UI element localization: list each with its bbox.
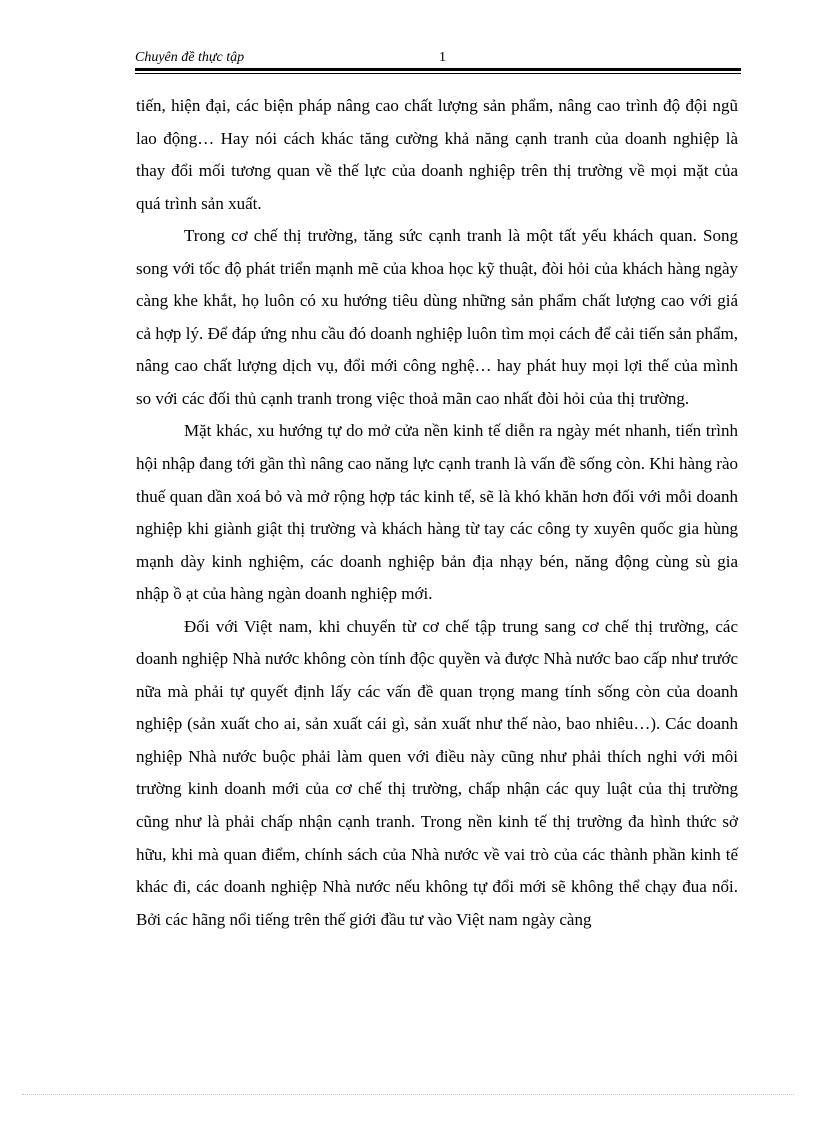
header-rule-thick (135, 68, 741, 71)
header-title: Chuyên đề thực tập (135, 50, 245, 65)
document-body (136, 90, 738, 936)
paragraph-4: Đối với Việt nam, khi chuyển từ cơ chế tập trung sang cơ chế thị trường, các doanh nghiệp Nhà nước không còn tính độc quyền và được Nhà nước bao cấp như trước nữa mà phải tự quyết định lấy các vấn đề quan trọng mang tính sống còn của doanh nghiệp (sản xuất cho ai, sản xuất cái gì, sản xuất như thế nào, bao nhiêu…). Các doanh nghiệp Nhà nước buộc phải làm quen với điều này cũng như phải thích nghi với môi trường kinh doanh mới của cơ chế thị trường, chấp nhận các quy luật của thị trường cũng như là phải chấp nhận cạnh tranh. Trong nền kinh tế thị trường đa hình thức sở hữu, khi mà quan điểm, chính sách của Nhà nước về vai trò của các thành phần kinh tế khác đi, các doanh nghiệp Nhà nước nếu không tự đổi mới sẽ không thể chạy đua nổi. Bởi các hãng nổi tiếng trên thế giới đầu tư vào Việt nam ngày càng (136, 616, 738, 929)
paragraph-2: Trong cơ chế thị trường, tăng sức cạnh tranh là một tất yếu khách quan. Song song với tốc độ phát triển mạnh mẽ của khoa học kỹ thuật, đòi hỏi của khách hàng ngày càng khe khắt, họ luôn có xu hướng tiêu dùng những sản phẩm chất lượng cao với giá cả hợp lý. Để đáp ứng nhu cầu đó doanh nghiệp luôn tìm mọi cách để cải tiến sản phẩm, nâng cao chất lượng dịch vụ, đổi mới công nghệ… hay phát huy mọi lợi thế của mình so với các đối thủ cạnh tranh trong việc thoả mãn cao nhất đòi hỏi của thị trường. (136, 226, 738, 408)
page-number: 1 (439, 50, 446, 65)
page-bottom-divider (22, 1094, 794, 1095)
page-header (135, 50, 741, 66)
paragraph-1: tiến, hiện đại, các biện pháp nâng cao chất lượng sản phẩm, nâng cao trình độ đội ngũ lao động… Hay nói cách khác tăng cường khả năng cạnh tranh của doanh nghiệp là thay đổi mối tương quan về thế lực của doanh nghiệp trên thị trường về mọi mặt của quá trình sản xuất. (136, 96, 738, 213)
paragraph-3: Mặt khác, xu hướng tự do mở cửa nền kinh tế diễn ra ngày mét nhanh, tiến trình hội nhập đang tới gần thì nâng cao năng lực cạnh tranh là vấn đề sống còn. Khi hàng rào thuế quan dần xoá bỏ và mở rộng hợp tác kinh tế, sẽ là khó khăn hơn đối với mỗi doanh nghiệp khi giành giật thị trường và khách hàng từ tay các công ty xuyên quốc gia hùng mạnh dày kinh nghiệm, các doanh nghiệp bản địa nhạy bén, năng động cùng sù gia nhập ồ ạt của hàng ngàn doanh nghiệp mới. (136, 421, 738, 604)
header-rule-thin (135, 73, 741, 74)
